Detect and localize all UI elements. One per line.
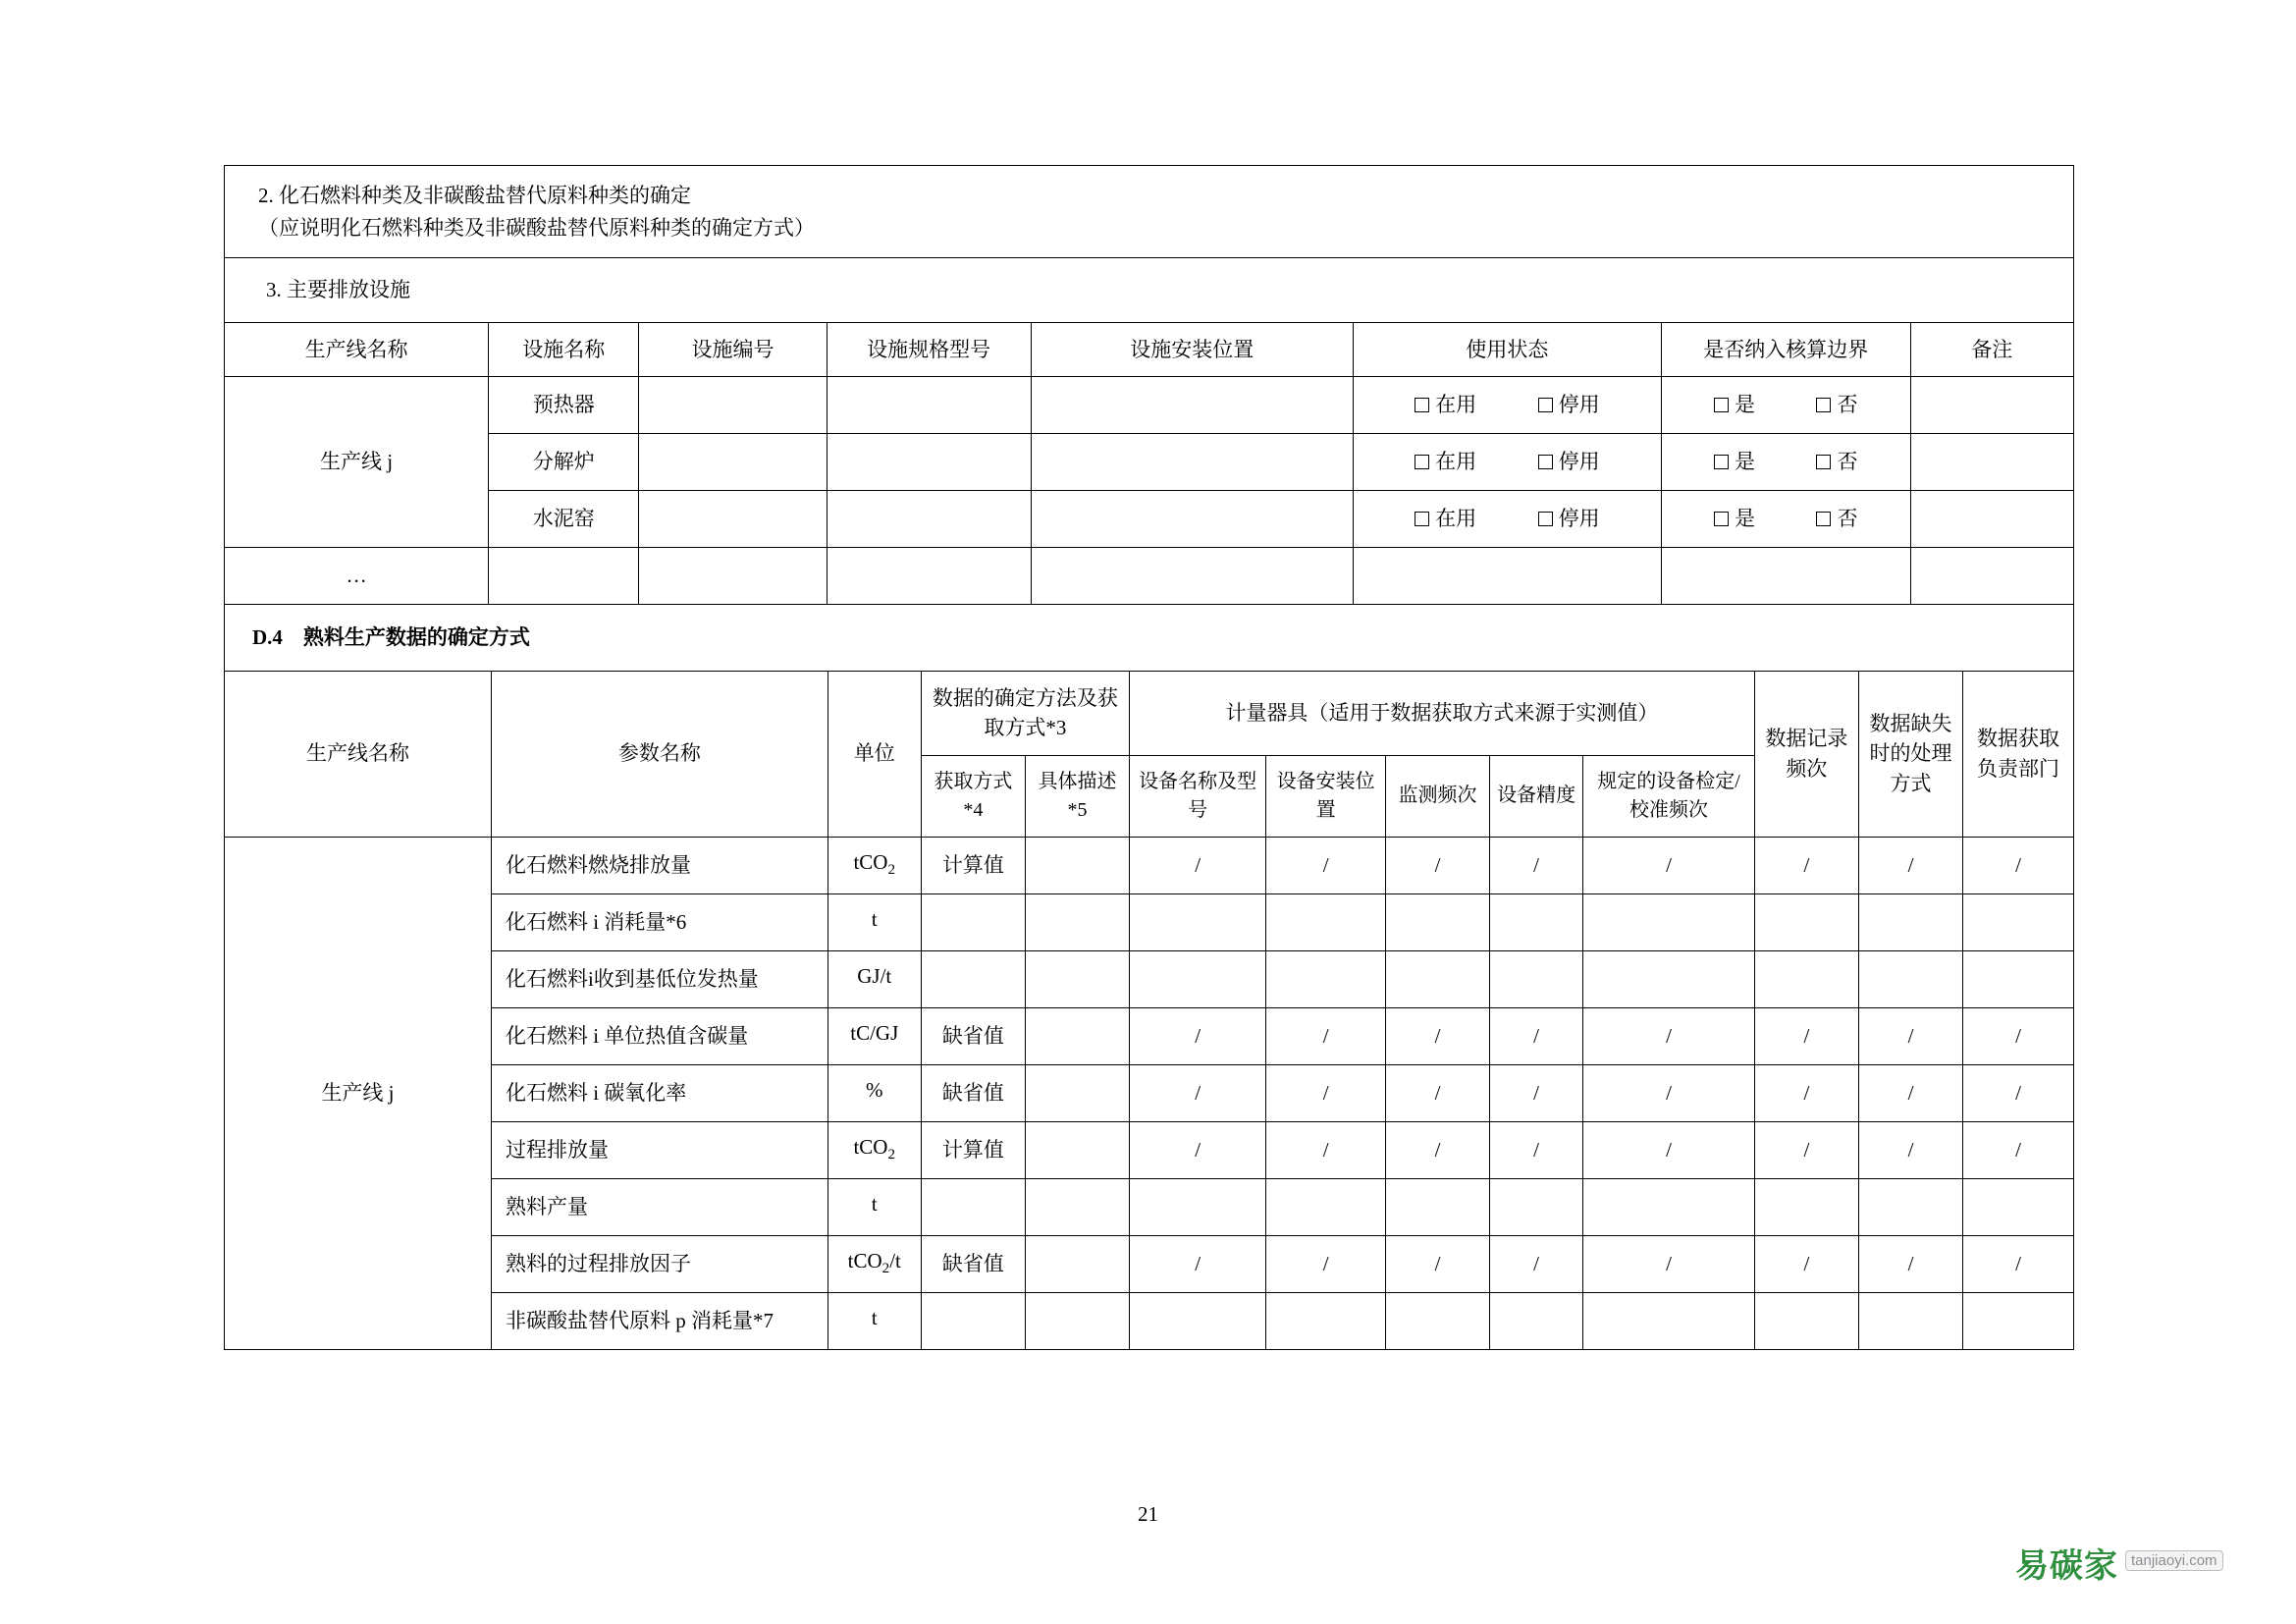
cell-record-frequency[interactable] bbox=[1754, 1178, 1858, 1235]
cell-meter-frequency[interactable] bbox=[1385, 893, 1489, 950]
checkbox-stopped[interactable] bbox=[1538, 447, 1600, 476]
section-2-cell bbox=[225, 166, 2074, 258]
cell-facility-model[interactable] bbox=[827, 491, 1031, 548]
cell-meter-accuracy[interactable] bbox=[1490, 893, 1583, 950]
cell-missing-handling[interactable] bbox=[1858, 1292, 1962, 1349]
page-number: 21 bbox=[1138, 1502, 1158, 1526]
unit-main: t bbox=[871, 1306, 878, 1330]
cell-method-way[interactable]: 缺省值 bbox=[921, 1235, 1025, 1292]
cell-meter-accuracy[interactable]: / bbox=[1490, 1121, 1583, 1178]
section-2-line1: 2. 化石燃料种类及非碳酸盐替代原料种类的确定 bbox=[258, 184, 691, 207]
checkbox-in-use-label: 在用 bbox=[1435, 450, 1477, 474]
cell-meter-name[interactable]: / bbox=[1130, 1007, 1266, 1064]
checkbox-yes-label: 是 bbox=[1734, 450, 1755, 474]
checkbox-no[interactable] bbox=[1816, 447, 1857, 476]
cell-meter-calibration[interactable]: / bbox=[1583, 1007, 1755, 1064]
cell-in-boundary[interactable] bbox=[1661, 548, 1910, 605]
checkbox-yes[interactable] bbox=[1714, 504, 1755, 533]
cell-meter-calibration[interactable]: / bbox=[1583, 837, 1755, 893]
checkbox-in-use-label: 在用 bbox=[1435, 507, 1477, 531]
cell-record-frequency[interactable] bbox=[1754, 950, 1858, 1007]
cell-meter-calibration[interactable]: / bbox=[1583, 1064, 1755, 1121]
table-row bbox=[225, 491, 2074, 548]
th-meter-accuracy: 设备精度 bbox=[1490, 755, 1583, 837]
cell-in-boundary bbox=[1661, 491, 1910, 548]
cell-line-label bbox=[225, 377, 489, 548]
cell-method-way[interactable]: 缺省值 bbox=[921, 1007, 1025, 1064]
section-d4-table bbox=[224, 671, 2074, 1350]
cell-ellipsis: … bbox=[225, 548, 489, 605]
cell-method-desc[interactable] bbox=[1025, 1007, 1129, 1064]
table-row bbox=[225, 950, 2074, 1007]
section-3-title-row bbox=[225, 258, 2074, 323]
cell-missing-handling[interactable] bbox=[1858, 1178, 1962, 1235]
cell-method-desc[interactable] bbox=[1025, 1064, 1129, 1121]
cell-param-name: 化石燃料i收到基低位发热量 bbox=[491, 950, 828, 1007]
cell-meter-position[interactable]: / bbox=[1266, 1121, 1386, 1178]
cell-unit bbox=[828, 950, 921, 1007]
watermark-logo-cn: 易碳家 bbox=[2015, 1547, 2118, 1585]
cell-param-name: 非碳酸盐替代原料 p 消耗量*7 bbox=[491, 1292, 828, 1349]
cell-method-desc[interactable] bbox=[1025, 837, 1129, 893]
checkbox-icon[interactable] bbox=[1714, 455, 1729, 469]
cell-facility-id[interactable] bbox=[639, 491, 827, 548]
section-3-title-table bbox=[224, 257, 2074, 323]
table-row bbox=[225, 893, 2074, 950]
cell-record-frequency[interactable]: / bbox=[1754, 1121, 1858, 1178]
cell-responsible-dept[interactable]: / bbox=[1963, 1121, 2074, 1178]
cell-facility-model[interactable] bbox=[827, 434, 1031, 491]
table-row bbox=[225, 1292, 2074, 1349]
th-facility-location: 设施安装位置 bbox=[1031, 322, 1353, 376]
section-3-title-cell: 3. 主要排放设施 bbox=[225, 258, 2074, 323]
table-row bbox=[225, 1121, 2074, 1178]
th-facility-model: 设施规格型号 bbox=[827, 322, 1031, 376]
cell-param-name: 熟料的过程排放因子 bbox=[491, 1235, 828, 1292]
checkbox-icon[interactable] bbox=[1415, 398, 1429, 412]
cell-meter-name[interactable]: / bbox=[1130, 837, 1266, 893]
unit-tail: /t bbox=[889, 1249, 901, 1273]
cell-record-frequency[interactable]: / bbox=[1754, 837, 1858, 893]
cell-meter-position[interactable]: / bbox=[1266, 1007, 1386, 1064]
cell-usage-status bbox=[1353, 434, 1661, 491]
checkbox-yes-label: 是 bbox=[1734, 393, 1755, 417]
cell-meter-name[interactable]: / bbox=[1130, 1064, 1266, 1121]
cell-usage-status[interactable] bbox=[1353, 548, 1661, 605]
cell-method-way[interactable] bbox=[921, 1178, 1025, 1235]
section-d4-title-table bbox=[224, 604, 2074, 672]
cell-method-desc[interactable] bbox=[1025, 893, 1129, 950]
unit-main: tCO bbox=[853, 1135, 888, 1160]
document-body bbox=[224, 165, 2074, 1350]
cell-responsible-dept[interactable] bbox=[1963, 893, 2074, 950]
line-label-text: 生产线 j bbox=[320, 450, 394, 474]
th-record-frequency: 数据记录频次 bbox=[1754, 671, 1858, 837]
cell-unit bbox=[828, 837, 921, 893]
section-d4-title-cell: D.4 熟料生产数据的确定方式 bbox=[225, 605, 2074, 672]
section-2-table bbox=[224, 165, 2074, 258]
cell-facility-location[interactable] bbox=[1031, 491, 1353, 548]
cell-missing-handling[interactable] bbox=[1858, 893, 1962, 950]
cell-meter-frequency[interactable] bbox=[1385, 1178, 1489, 1235]
cell-record-frequency[interactable]: / bbox=[1754, 1007, 1858, 1064]
checkbox-no-label: 否 bbox=[1837, 450, 1858, 474]
cell-meter-accuracy[interactable]: / bbox=[1490, 837, 1583, 893]
th-meter-position: 设备安装位置 bbox=[1266, 755, 1386, 837]
cell-remark[interactable] bbox=[1910, 377, 2073, 434]
checkbox-icon[interactable] bbox=[1538, 512, 1553, 526]
cell-record-frequency[interactable]: / bbox=[1754, 1064, 1858, 1121]
checkbox-icon[interactable] bbox=[1714, 398, 1729, 412]
cell-missing-handling[interactable]: / bbox=[1858, 1007, 1962, 1064]
cell-param-name: 化石燃料燃烧排放量 bbox=[491, 837, 828, 893]
cell-facility-location[interactable] bbox=[1031, 434, 1353, 491]
cell-facility-id[interactable] bbox=[639, 548, 827, 605]
cell-meter-calibration[interactable] bbox=[1583, 1178, 1755, 1235]
checkbox-stopped[interactable] bbox=[1538, 504, 1600, 533]
cell-meter-position[interactable]: / bbox=[1266, 1064, 1386, 1121]
cell-responsible-dept[interactable] bbox=[1963, 1292, 2074, 1349]
cell-meter-position[interactable] bbox=[1266, 893, 1386, 950]
cell-meter-position[interactable]: / bbox=[1266, 1235, 1386, 1292]
cell-param-name: 化石燃料 i 碳氧化率 bbox=[491, 1064, 828, 1121]
checkbox-no-label: 否 bbox=[1837, 393, 1858, 417]
cell-meter-calibration[interactable]: / bbox=[1583, 1235, 1755, 1292]
cell-method-way[interactable] bbox=[921, 1292, 1025, 1349]
th-remark: 备注 bbox=[1910, 322, 2073, 376]
th-unit: 单位 bbox=[828, 671, 921, 837]
th-meter-name: 设备名称及型号 bbox=[1130, 755, 1266, 837]
cell-meter-position[interactable] bbox=[1266, 950, 1386, 1007]
cell-method-desc[interactable] bbox=[1025, 1121, 1129, 1178]
cell-meter-frequency[interactable]: / bbox=[1385, 1064, 1489, 1121]
cell-responsible-dept[interactable]: / bbox=[1963, 1064, 2074, 1121]
cell-param-name: 过程排放量 bbox=[491, 1121, 828, 1178]
checkbox-yes[interactable] bbox=[1714, 390, 1755, 419]
checkbox-stopped-label: 停用 bbox=[1558, 393, 1600, 417]
d4-header-row-1 bbox=[225, 671, 2074, 755]
checkbox-stopped[interactable] bbox=[1538, 390, 1600, 419]
cell-meter-calibration[interactable] bbox=[1583, 1292, 1755, 1349]
cell-method-desc[interactable] bbox=[1025, 1292, 1129, 1349]
checkbox-stopped-label: 停用 bbox=[1558, 507, 1600, 531]
unit-sub: 2 bbox=[887, 862, 896, 879]
checkbox-yes-label: 是 bbox=[1734, 507, 1755, 531]
table-row bbox=[225, 837, 2074, 893]
unit-sub: 2 bbox=[887, 1147, 896, 1164]
cell-meter-accuracy[interactable]: / bbox=[1490, 1007, 1583, 1064]
cell-remark[interactable] bbox=[1910, 434, 2073, 491]
cell-meter-frequency[interactable]: / bbox=[1385, 1235, 1489, 1292]
cell-meter-name[interactable] bbox=[1130, 950, 1266, 1007]
cell-method-desc[interactable] bbox=[1025, 1178, 1129, 1235]
cell-in-boundary bbox=[1661, 377, 1910, 434]
unit-sub: 2 bbox=[881, 1261, 890, 1277]
cell-line-label: 生产线 j bbox=[225, 837, 492, 1349]
cell-facility-model[interactable] bbox=[827, 548, 1031, 605]
unit-main: % bbox=[865, 1078, 883, 1103]
cell-meter-name[interactable]: / bbox=[1130, 1235, 1266, 1292]
checkbox-no-label: 否 bbox=[1837, 507, 1858, 531]
cell-method-way[interactable] bbox=[921, 893, 1025, 950]
cell-method-way[interactable]: 缺省值 bbox=[921, 1064, 1025, 1121]
cell-responsible-dept[interactable]: / bbox=[1963, 1007, 2074, 1064]
cell-unit bbox=[828, 1121, 921, 1178]
cell-responsible-dept[interactable]: / bbox=[1963, 837, 2074, 893]
th-meter-frequency: 监测频次 bbox=[1385, 755, 1489, 837]
cell-usage-status bbox=[1353, 377, 1661, 434]
cell-facility-name: 水泥窑 bbox=[489, 491, 639, 548]
cell-missing-handling[interactable] bbox=[1858, 950, 1962, 1007]
section-d4-title-row bbox=[225, 605, 2074, 672]
table-row bbox=[225, 1178, 2074, 1235]
th-method-desc: 具体描述*5 bbox=[1025, 755, 1129, 837]
cell-facility-model[interactable] bbox=[827, 377, 1031, 434]
table-row bbox=[225, 1064, 2074, 1121]
cell-responsible-dept[interactable] bbox=[1963, 950, 2074, 1007]
table-row bbox=[225, 377, 2074, 434]
cell-unit bbox=[828, 1064, 921, 1121]
th-method-way: 获取方式*4 bbox=[921, 755, 1025, 837]
table-row bbox=[225, 434, 2074, 491]
th-meter-calibration: 规定的设备检定/校准频次 bbox=[1583, 755, 1755, 837]
cell-meter-accuracy[interactable] bbox=[1490, 1292, 1583, 1349]
cell-facility-id[interactable] bbox=[639, 434, 827, 491]
checkbox-in-use[interactable] bbox=[1415, 447, 1476, 476]
cell-method-way[interactable] bbox=[921, 950, 1025, 1007]
cell-record-frequency[interactable]: / bbox=[1754, 1235, 1858, 1292]
checkbox-stopped-label: 停用 bbox=[1558, 450, 1600, 474]
checkbox-icon[interactable] bbox=[1538, 455, 1553, 469]
cell-param-name: 熟料产量 bbox=[491, 1178, 828, 1235]
cell-meter-calibration[interactable] bbox=[1583, 893, 1755, 950]
cell-meter-calibration[interactable]: / bbox=[1583, 1121, 1755, 1178]
unit-main: t bbox=[871, 1192, 878, 1217]
cell-meter-position[interactable] bbox=[1266, 1178, 1386, 1235]
cell-facility-name: 预热器 bbox=[489, 377, 639, 434]
cell-meter-frequency[interactable]: / bbox=[1385, 837, 1489, 893]
cell-usage-status bbox=[1353, 491, 1661, 548]
section-2-row bbox=[225, 166, 2074, 258]
cell-meter-accuracy[interactable]: / bbox=[1490, 1235, 1583, 1292]
cell-meter-frequency[interactable]: / bbox=[1385, 1007, 1489, 1064]
cell-method-desc[interactable] bbox=[1025, 1235, 1129, 1292]
section-3-table bbox=[224, 322, 2074, 605]
cell-responsible-dept[interactable]: / bbox=[1963, 1235, 2074, 1292]
checkbox-icon[interactable] bbox=[1816, 455, 1831, 469]
unit-main: tCO bbox=[853, 850, 888, 875]
cell-facility-id[interactable] bbox=[639, 377, 827, 434]
th-meter-group: 计量器具（适用于数据获取方式来源于实测值） bbox=[1130, 671, 1755, 755]
th-missing-handling: 数据缺失时的处理方式 bbox=[1858, 671, 1962, 837]
unit-main: tC/GJ bbox=[850, 1021, 899, 1046]
cell-missing-handling[interactable]: / bbox=[1858, 1235, 1962, 1292]
cell-meter-calibration[interactable] bbox=[1583, 950, 1755, 1007]
cell-meter-name[interactable] bbox=[1130, 893, 1266, 950]
cell-facility-name: 分解炉 bbox=[489, 434, 639, 491]
table-row bbox=[225, 1007, 2074, 1064]
cell-remark[interactable] bbox=[1910, 491, 2073, 548]
cell-meter-position[interactable] bbox=[1266, 1292, 1386, 1349]
cell-meter-accuracy[interactable] bbox=[1490, 950, 1583, 1007]
th-in-boundary: 是否纳入核算边界 bbox=[1661, 322, 1910, 376]
cell-facility-name[interactable] bbox=[489, 548, 639, 605]
th-facility-id: 设施编号 bbox=[639, 322, 827, 376]
checkbox-icon[interactable] bbox=[1538, 398, 1553, 412]
cell-in-boundary bbox=[1661, 434, 1910, 491]
cell-facility-location[interactable] bbox=[1031, 377, 1353, 434]
cell-meter-frequency[interactable] bbox=[1385, 950, 1489, 1007]
cell-unit bbox=[828, 1292, 921, 1349]
cell-facility-location[interactable] bbox=[1031, 548, 1353, 605]
th-line-name: 生产线名称 bbox=[225, 671, 492, 837]
cell-remark[interactable] bbox=[1910, 548, 2073, 605]
unit-main: t bbox=[871, 907, 878, 932]
checkbox-in-use-label: 在用 bbox=[1435, 393, 1477, 417]
cell-meter-position[interactable]: / bbox=[1266, 837, 1386, 893]
cell-meter-name[interactable] bbox=[1130, 1292, 1266, 1349]
cell-meter-name[interactable] bbox=[1130, 1178, 1266, 1235]
cell-responsible-dept[interactable] bbox=[1963, 1178, 2074, 1235]
cell-meter-accuracy[interactable]: / bbox=[1490, 1064, 1583, 1121]
cell-unit bbox=[828, 1235, 921, 1292]
checkbox-icon[interactable] bbox=[1714, 512, 1729, 526]
th-line-name: 生产线名称 bbox=[225, 322, 489, 376]
cell-missing-handling[interactable]: / bbox=[1858, 1064, 1962, 1121]
cell-meter-name[interactable]: / bbox=[1130, 1121, 1266, 1178]
table-row-ellipsis bbox=[225, 548, 2074, 605]
cell-param-name: 化石燃料 i 单位热值含碳量 bbox=[491, 1007, 828, 1064]
checkbox-in-use[interactable] bbox=[1415, 504, 1476, 533]
th-responsible-dept: 数据获取负责部门 bbox=[1963, 671, 2074, 837]
unit-main: GJ/t bbox=[857, 964, 892, 989]
table-row bbox=[225, 1235, 2074, 1292]
cell-unit bbox=[828, 893, 921, 950]
cell-method-desc[interactable] bbox=[1025, 950, 1129, 1007]
unit-main: tCO bbox=[847, 1249, 882, 1273]
th-usage-status: 使用状态 bbox=[1353, 322, 1661, 376]
cell-meter-accuracy[interactable] bbox=[1490, 1178, 1583, 1235]
checkbox-icon[interactable] bbox=[1816, 398, 1831, 412]
watermark-logo bbox=[2015, 1537, 2217, 1590]
cell-method-way[interactable]: 计算值 bbox=[921, 1121, 1025, 1178]
checkbox-no[interactable] bbox=[1816, 390, 1857, 419]
cell-record-frequency[interactable] bbox=[1754, 893, 1858, 950]
checkbox-icon[interactable] bbox=[1816, 512, 1831, 526]
cell-record-frequency[interactable] bbox=[1754, 1292, 1858, 1349]
cell-method-way[interactable]: 计算值 bbox=[921, 837, 1025, 893]
cell-unit bbox=[828, 1007, 921, 1064]
th-param-name: 参数名称 bbox=[491, 671, 828, 837]
section-3-header-row bbox=[225, 322, 2074, 376]
cell-unit bbox=[828, 1178, 921, 1235]
cell-meter-frequency[interactable]: / bbox=[1385, 1121, 1489, 1178]
cell-param-name: 化石燃料 i 消耗量*6 bbox=[491, 893, 828, 950]
section-2-line2: （应说明化石燃料种类及非碳酸盐替代原料种类的确定方式） bbox=[258, 215, 815, 240]
th-facility-name: 设施名称 bbox=[489, 322, 639, 376]
cell-missing-handling[interactable]: / bbox=[1858, 1121, 1962, 1178]
watermark-logo-en: tanjiaoyi.com bbox=[2125, 1550, 2223, 1571]
checkbox-in-use[interactable] bbox=[1415, 390, 1476, 419]
checkbox-icon[interactable] bbox=[1415, 455, 1429, 469]
checkbox-no[interactable] bbox=[1816, 504, 1857, 533]
cell-missing-handling[interactable]: / bbox=[1858, 837, 1962, 893]
checkbox-yes[interactable] bbox=[1714, 447, 1755, 476]
th-method-group: 数据的确定方法及获取方式*3 bbox=[921, 671, 1129, 755]
cell-meter-frequency[interactable] bbox=[1385, 1292, 1489, 1349]
checkbox-icon[interactable] bbox=[1415, 512, 1429, 526]
